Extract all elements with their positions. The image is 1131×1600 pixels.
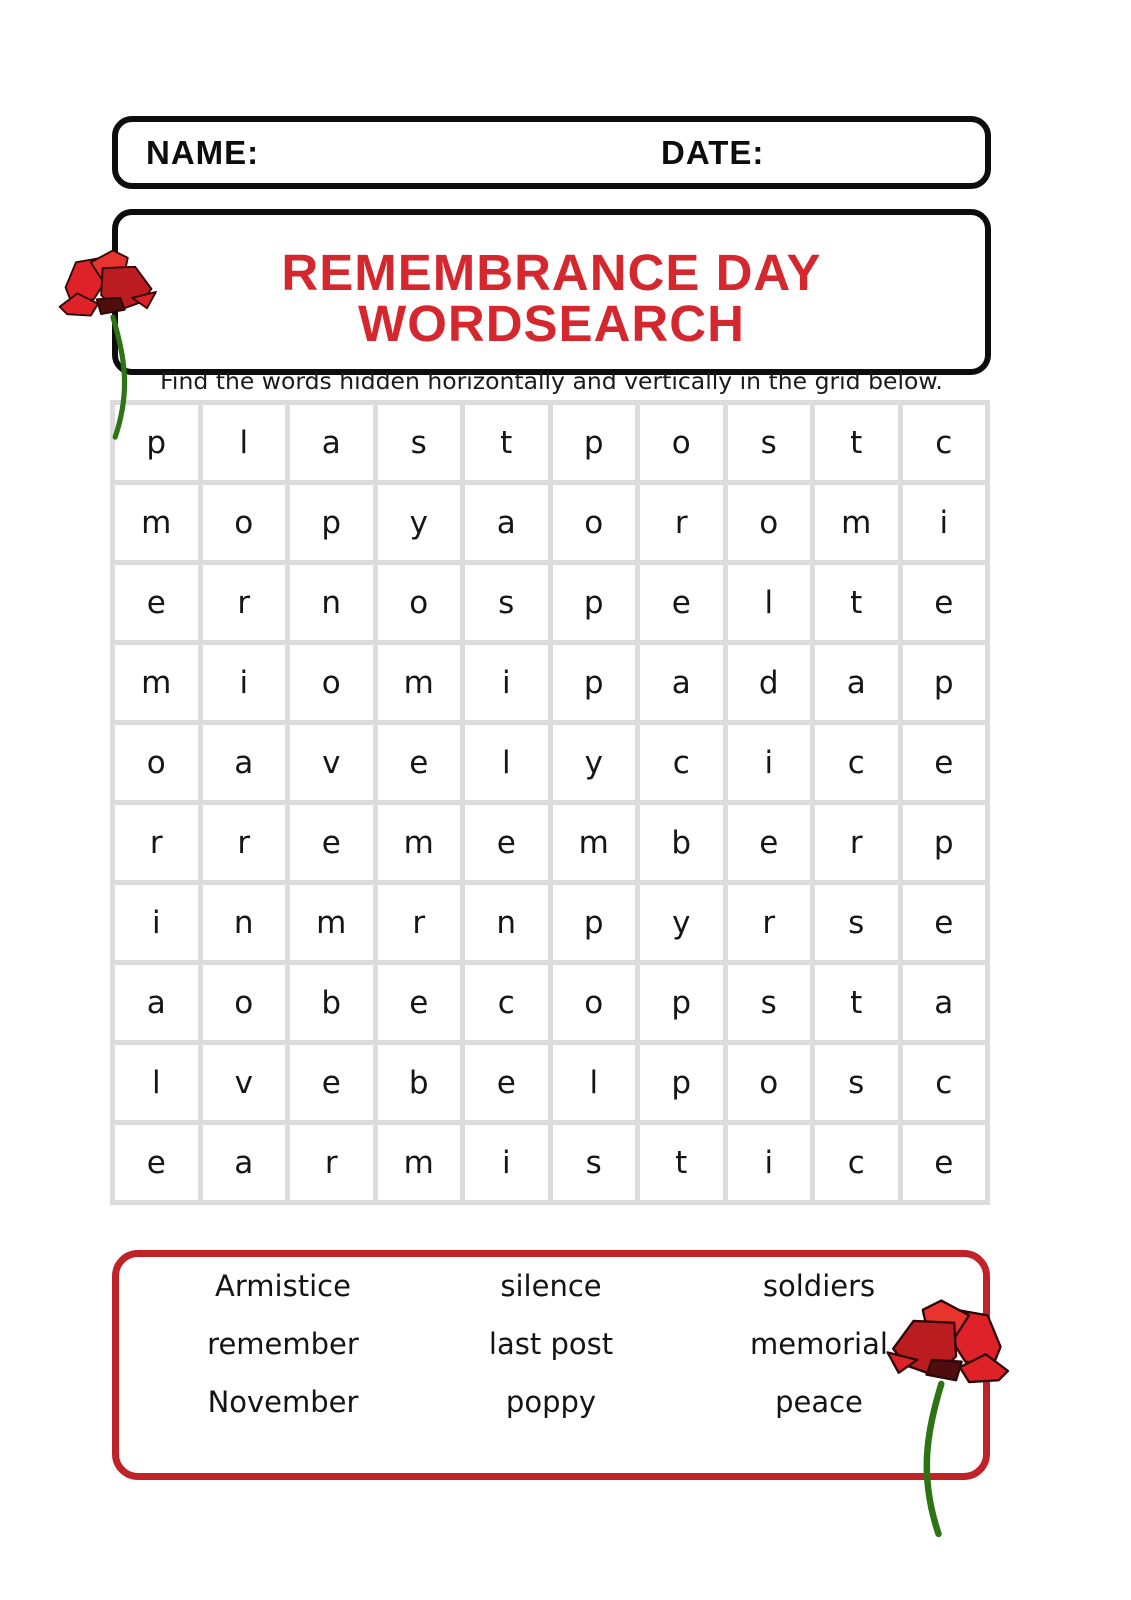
word-list-box bbox=[112, 1250, 990, 1480]
grid-cell-r5c8[interactable]: i bbox=[728, 725, 811, 800]
grid-cell-r4c5[interactable]: i bbox=[465, 645, 548, 720]
grid-cell-r9c7[interactable]: p bbox=[640, 1045, 723, 1120]
grid-cell-r5c4[interactable]: e bbox=[378, 725, 461, 800]
grid-cell-r2c8[interactable]: o bbox=[728, 485, 811, 560]
grid-cell-r6c8[interactable]: e bbox=[728, 805, 811, 880]
grid-cell-r1c10[interactable]: c bbox=[903, 405, 986, 480]
grid-cell-r3c6[interactable]: p bbox=[553, 565, 636, 640]
grid-cell-r9c1[interactable]: l bbox=[115, 1045, 198, 1120]
grid-cell-r9c9[interactable]: s bbox=[815, 1045, 898, 1120]
grid-cell-r10c1[interactable]: e bbox=[115, 1125, 198, 1200]
grid-cell-r5c5[interactable]: l bbox=[465, 725, 548, 800]
grid-cell-r2c4[interactable]: y bbox=[378, 485, 461, 560]
grid-cell-r6c6[interactable]: m bbox=[553, 805, 636, 880]
grid-cell-r10c7[interactable]: t bbox=[640, 1125, 723, 1200]
grid-cell-r3c4[interactable]: o bbox=[378, 565, 461, 640]
grid-cell-r7c4[interactable]: r bbox=[378, 885, 461, 960]
word-item: memorial bbox=[750, 1327, 888, 1361]
grid-cell-r3c5[interactable]: s bbox=[465, 565, 548, 640]
grid-cell-r9c10[interactable]: c bbox=[903, 1045, 986, 1120]
word-item: peace bbox=[775, 1385, 863, 1419]
poppy-flower-icon-bottom-right bbox=[880, 1295, 1010, 1545]
grid-cell-r9c2[interactable]: v bbox=[203, 1045, 286, 1120]
grid-cell-r5c2[interactable]: a bbox=[203, 725, 286, 800]
name-date-box bbox=[112, 116, 991, 189]
grid-cell-r3c9[interactable]: t bbox=[815, 565, 898, 640]
poppy-flower-icon-top-left bbox=[58, 246, 162, 446]
word-item: soldiers bbox=[762, 1269, 876, 1303]
grid-cell-r10c3[interactable]: r bbox=[290, 1125, 373, 1200]
grid-cell-r2c5[interactable]: a bbox=[465, 485, 548, 560]
grid-cell-r1c3[interactable]: a bbox=[290, 405, 373, 480]
grid-cell-r10c10[interactable]: e bbox=[903, 1125, 986, 1200]
grid-cell-r6c2[interactable]: r bbox=[203, 805, 286, 880]
grid-cell-r5c3[interactable]: v bbox=[290, 725, 373, 800]
grid-cell-r2c10[interactable]: i bbox=[903, 485, 986, 560]
grid-cell-r7c2[interactable]: n bbox=[203, 885, 286, 960]
grid-cell-r1c6[interactable]: p bbox=[553, 405, 636, 480]
grid-cell-r1c5[interactable]: t bbox=[465, 405, 548, 480]
grid-cell-r7c8[interactable]: r bbox=[728, 885, 811, 960]
word-item: Armistice bbox=[215, 1269, 351, 1303]
grid-cell-r8c1[interactable]: a bbox=[115, 965, 198, 1040]
grid-cell-r3c8[interactable]: l bbox=[728, 565, 811, 640]
grid-cell-r4c1[interactable]: m bbox=[115, 645, 198, 720]
grid-cell-r8c3[interactable]: b bbox=[290, 965, 373, 1040]
grid-cell-r3c3[interactable]: n bbox=[290, 565, 373, 640]
grid-cell-r2c3[interactable]: p bbox=[290, 485, 373, 560]
grid-cell-r9c4[interactable]: b bbox=[378, 1045, 461, 1120]
grid-cell-r5c6[interactable]: y bbox=[553, 725, 636, 800]
wordsearch-grid bbox=[110, 400, 990, 1205]
grid-cell-r6c9[interactable]: r bbox=[815, 805, 898, 880]
word-column-2 bbox=[417, 1257, 685, 1473]
grid-cell-r1c9[interactable]: t bbox=[815, 405, 898, 480]
page-title: REMEMBRANCE DAY WORDSEARCH bbox=[281, 244, 822, 352]
grid-cell-r8c2[interactable]: o bbox=[203, 965, 286, 1040]
title-box bbox=[112, 209, 991, 395]
grid-cell-r4c3[interactable]: o bbox=[290, 645, 373, 720]
grid-cell-r8c8[interactable]: s bbox=[728, 965, 811, 1040]
grid-cell-r7c3[interactable]: m bbox=[290, 885, 373, 960]
grid-cell-r5c9[interactable]: c bbox=[815, 725, 898, 800]
grid-cell-r9c3[interactable]: e bbox=[290, 1045, 373, 1120]
grid-cell-r6c7[interactable]: b bbox=[640, 805, 723, 880]
grid-cell-r2c9[interactable]: m bbox=[815, 485, 898, 560]
grid-cell-r9c8[interactable]: o bbox=[728, 1045, 811, 1120]
grid-cell-r8c4[interactable]: e bbox=[378, 965, 461, 1040]
grid-cell-r3c7[interactable]: e bbox=[640, 565, 723, 640]
grid-cell-r2c2[interactable]: o bbox=[203, 485, 286, 560]
grid-cell-r2c6[interactable]: o bbox=[553, 485, 636, 560]
grid-cell-r6c1[interactable]: r bbox=[115, 805, 198, 880]
grid-cell-r6c4[interactable]: m bbox=[378, 805, 461, 880]
word-item: last post bbox=[488, 1327, 614, 1361]
grid-cell-r10c4[interactable]: m bbox=[378, 1125, 461, 1200]
grid-cell-r9c6[interactable]: l bbox=[553, 1045, 636, 1120]
grid-cell-r10c9[interactable]: c bbox=[815, 1125, 898, 1200]
grid-cell-r4c9[interactable]: a bbox=[815, 645, 898, 720]
grid-cell-r4c6[interactable]: p bbox=[553, 645, 636, 720]
word-item: remember bbox=[207, 1327, 359, 1361]
grid-cell-r6c10[interactable]: p bbox=[903, 805, 986, 880]
grid-cell-r10c8[interactable]: i bbox=[728, 1125, 811, 1200]
word-column-1 bbox=[149, 1257, 417, 1473]
grid-cell-r4c2[interactable]: i bbox=[203, 645, 286, 720]
grid-cell-r7c10[interactable]: e bbox=[903, 885, 986, 960]
grid-cell-r2c1[interactable]: m bbox=[115, 485, 198, 560]
word-item: poppy bbox=[505, 1385, 597, 1419]
grid-cell-r3c10[interactable]: e bbox=[903, 565, 986, 640]
grid-cell-r8c5[interactable]: c bbox=[465, 965, 548, 1040]
grid-cell-r3c2[interactable]: r bbox=[203, 565, 286, 640]
grid-cell-r7c5[interactable]: n bbox=[465, 885, 548, 960]
grid-cell-r1c7[interactable]: o bbox=[640, 405, 723, 480]
grid-cell-r8c7[interactable]: p bbox=[640, 965, 723, 1040]
grid-cell-r6c3[interactable]: e bbox=[290, 805, 373, 880]
grid-cell-r10c6[interactable]: s bbox=[553, 1125, 636, 1200]
grid-cell-r1c1[interactable]: p bbox=[115, 405, 198, 480]
word-item: November bbox=[207, 1385, 359, 1419]
grid-cell-r8c9[interactable]: t bbox=[815, 965, 898, 1040]
grid-cell-r1c8[interactable]: s bbox=[728, 405, 811, 480]
name-label: NAME: bbox=[146, 133, 260, 171]
grid-cell-r1c4[interactable]: s bbox=[378, 405, 461, 480]
subtitle: Find the words hidden horizontally and vertically in the grid below. bbox=[160, 367, 943, 395]
grid-cell-r5c1[interactable]: o bbox=[115, 725, 198, 800]
grid-cell-r1c2[interactable]: l bbox=[203, 405, 286, 480]
grid-cell-r10c5[interactable]: i bbox=[465, 1125, 548, 1200]
grid-cell-r10c2[interactable]: a bbox=[203, 1125, 286, 1200]
date-label: DATE: bbox=[661, 133, 765, 171]
grid-cell-r8c10[interactable]: a bbox=[903, 965, 986, 1040]
grid-cell-r7c1[interactable]: i bbox=[115, 885, 198, 960]
grid-cell-r4c4[interactable]: m bbox=[378, 645, 461, 720]
grid-cell-r9c5[interactable]: e bbox=[465, 1045, 548, 1120]
grid-cell-r5c7[interactable]: c bbox=[640, 725, 723, 800]
grid-cell-r4c8[interactable]: d bbox=[728, 645, 811, 720]
grid-cell-r4c7[interactable]: a bbox=[640, 645, 723, 720]
grid-cell-r7c7[interactable]: y bbox=[640, 885, 723, 960]
grid-cell-r8c6[interactable]: o bbox=[553, 965, 636, 1040]
grid-cell-r4c10[interactable]: p bbox=[903, 645, 986, 720]
grid-cell-r6c5[interactable]: e bbox=[465, 805, 548, 880]
grid-cell-r7c9[interactable]: s bbox=[815, 885, 898, 960]
grid-cell-r2c7[interactable]: r bbox=[640, 485, 723, 560]
grid-cell-r5c10[interactable]: e bbox=[903, 725, 986, 800]
word-item: silence bbox=[500, 1269, 602, 1303]
grid-cell-r7c6[interactable]: p bbox=[553, 885, 636, 960]
grid-cell-r3c1[interactable]: e bbox=[115, 565, 198, 640]
